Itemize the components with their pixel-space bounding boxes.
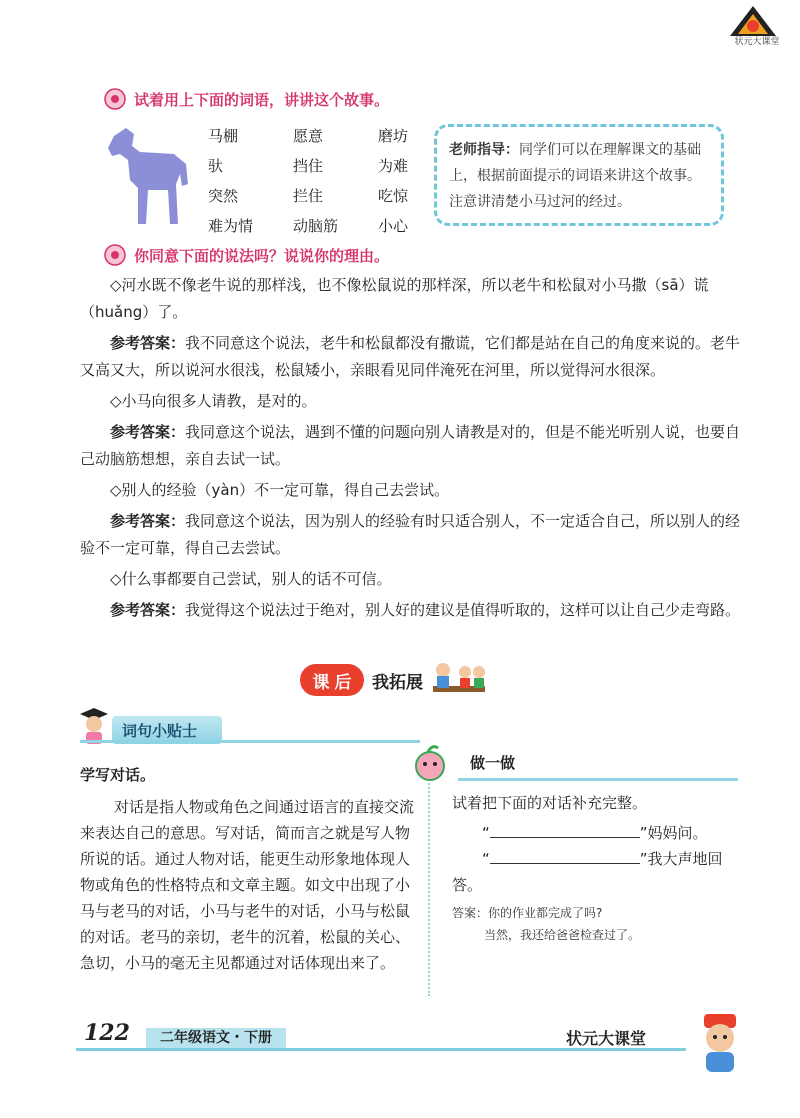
word-row <box>208 150 428 180</box>
do-it-title: 做一做 <box>470 754 516 772</box>
word: 马棚 <box>208 126 239 145</box>
do-it-answer <box>452 904 602 921</box>
answer-block <box>80 508 742 562</box>
footer-rule <box>76 1048 686 1051</box>
do-it-answer-label: 答案： <box>452 906 489 920</box>
tips-subtitle: 学写对话。 <box>80 766 156 784</box>
section2-heading <box>104 244 389 266</box>
fruit-mascot-icon <box>410 744 450 784</box>
word: 磨坊 <box>378 126 409 145</box>
answer-text: 我觉得这个说法过于绝对，别人好的建议是值得听取的，这样可以让自己少走弯路。 <box>185 601 741 619</box>
column-divider <box>428 756 430 996</box>
word: 挡住 <box>293 156 324 175</box>
students-illustration-icon <box>429 658 489 702</box>
do-it-answer-2: 当然，我还给爸爸检查过了。 <box>484 928 641 942</box>
tips-body: 对话是指人物或角色之间通过语言的直接交流来表达自己的意思。写对话，简而言之就是写人物所说的话。通过人物对话，能更生动形象地体现人物或角色的性格特点和文章主题。如文中出现了小马与老马的对话，小马与老牛的对话，小马与松鼠的对话。老马的亲切，老牛的沉着，松鼠的关心、急切，小马的毫无主见都通过对话体现出来了。 <box>80 798 415 972</box>
teacher-guidance-box <box>434 124 724 226</box>
word: 小心 <box>378 216 409 235</box>
do-it-instruction: 试着把下面的对话补充完整。 <box>452 794 648 812</box>
blank-field[interactable] <box>490 849 640 864</box>
pill-char: 后 <box>334 672 352 693</box>
book-name: 二年级语文・下册 <box>146 1028 286 1048</box>
logo-caption: 状元大课堂 <box>734 37 780 47</box>
banner-text: 我拓展 <box>372 672 423 693</box>
word: 愿意 <box>293 126 324 145</box>
dialogue-suffix: ”妈妈问。 <box>639 824 708 842</box>
do-it-answer-1: 你的作业都完成了吗? <box>488 906 603 920</box>
answer-label: 参考答案： <box>110 423 186 441</box>
horse-illustration-icon <box>104 124 196 234</box>
do-it-underline <box>458 778 738 781</box>
flower-badge-icon <box>104 88 126 110</box>
word: 动脑筋 <box>293 216 339 235</box>
statement: ◇什么事都要自己尝试，别人的话不可信。 <box>110 570 392 588</box>
word: 突然 <box>208 186 239 205</box>
answer-text: 我同意这个说法，遇到不懂的问题向别人请教是对的，但是不能光听别人说，也要自己动脑筋想想，亲自去试一试。 <box>80 423 741 468</box>
word: 吃惊 <box>378 186 409 205</box>
word: 拦住 <box>293 186 324 205</box>
teacher-text: 同学们可以在理解课文的基础上，根据前面提示的词语来讲这个故事。注意讲清楚小马过河的经过。 <box>449 142 701 210</box>
mascot-boy-icon <box>690 1010 750 1080</box>
footer-brand: 状元大课堂 <box>566 1029 647 1048</box>
answer-text: 我同意这个说法，因为别人的经验有时只适合别人，不一定适合自己，所以别人的经验不一定可靠，得自己去尝试。 <box>80 512 741 557</box>
word-grid <box>208 120 428 240</box>
dialogue-line-2 <box>452 846 752 898</box>
dialogue-suffix: ”我大声地回答。 <box>452 850 723 894</box>
open-quote: “ <box>482 824 490 842</box>
answer-block <box>80 419 742 473</box>
section2-heading-text: 你同意下面的说法吗？说说你的理由。 <box>134 246 390 265</box>
answer-text: 我不同意这个说法，老牛和松鼠都没有撒谎，它们都是站在自己的角度来说的。老牛又高又大，所以说河水很浅，松鼠矮小，亲眼看见同伴淹死在河里，所以觉得河水很深。 <box>80 334 741 379</box>
discussion-list <box>80 272 742 624</box>
answer-label: 参考答案： <box>110 334 186 352</box>
section1-heading <box>104 88 389 110</box>
word: 驮 <box>208 156 224 175</box>
answer-block <box>80 597 742 624</box>
statement: ◇别人的经验（yàn）不一定可靠，得自己去尝试。 <box>110 481 450 499</box>
page-number: 122 <box>84 1020 130 1046</box>
dialogue-line-1 <box>482 820 708 846</box>
after-class-pill <box>300 664 364 696</box>
flower-badge-icon <box>104 244 126 266</box>
section1-heading-text: 试着用上下面的词语，讲讲这个故事。 <box>134 90 390 109</box>
word-row <box>208 210 428 240</box>
tips-title: 词句小贴士 <box>112 716 222 744</box>
open-quote: “ <box>482 850 490 868</box>
statement: ◇河水既不像老牛说的那样浅，也不像松鼠说的那样深，所以老牛和松鼠对小马撒（sā）谎（huǎng）了。 <box>80 276 709 321</box>
answer-label: 参考答案： <box>110 512 186 530</box>
word: 难为情 <box>208 216 254 235</box>
tips-underline <box>80 740 420 743</box>
statement: ◇小马向很多人请教，是对的。 <box>110 392 317 410</box>
teacher-label: 老师指导： <box>449 142 519 158</box>
answer-block <box>80 330 742 384</box>
word-row <box>208 180 428 210</box>
after-class-banner <box>300 658 489 702</box>
pill-char: 课 <box>312 672 330 693</box>
answer-label: 参考答案： <box>110 601 186 619</box>
blank-field[interactable] <box>490 823 640 838</box>
word-row <box>208 120 428 150</box>
word: 为难 <box>378 156 409 175</box>
